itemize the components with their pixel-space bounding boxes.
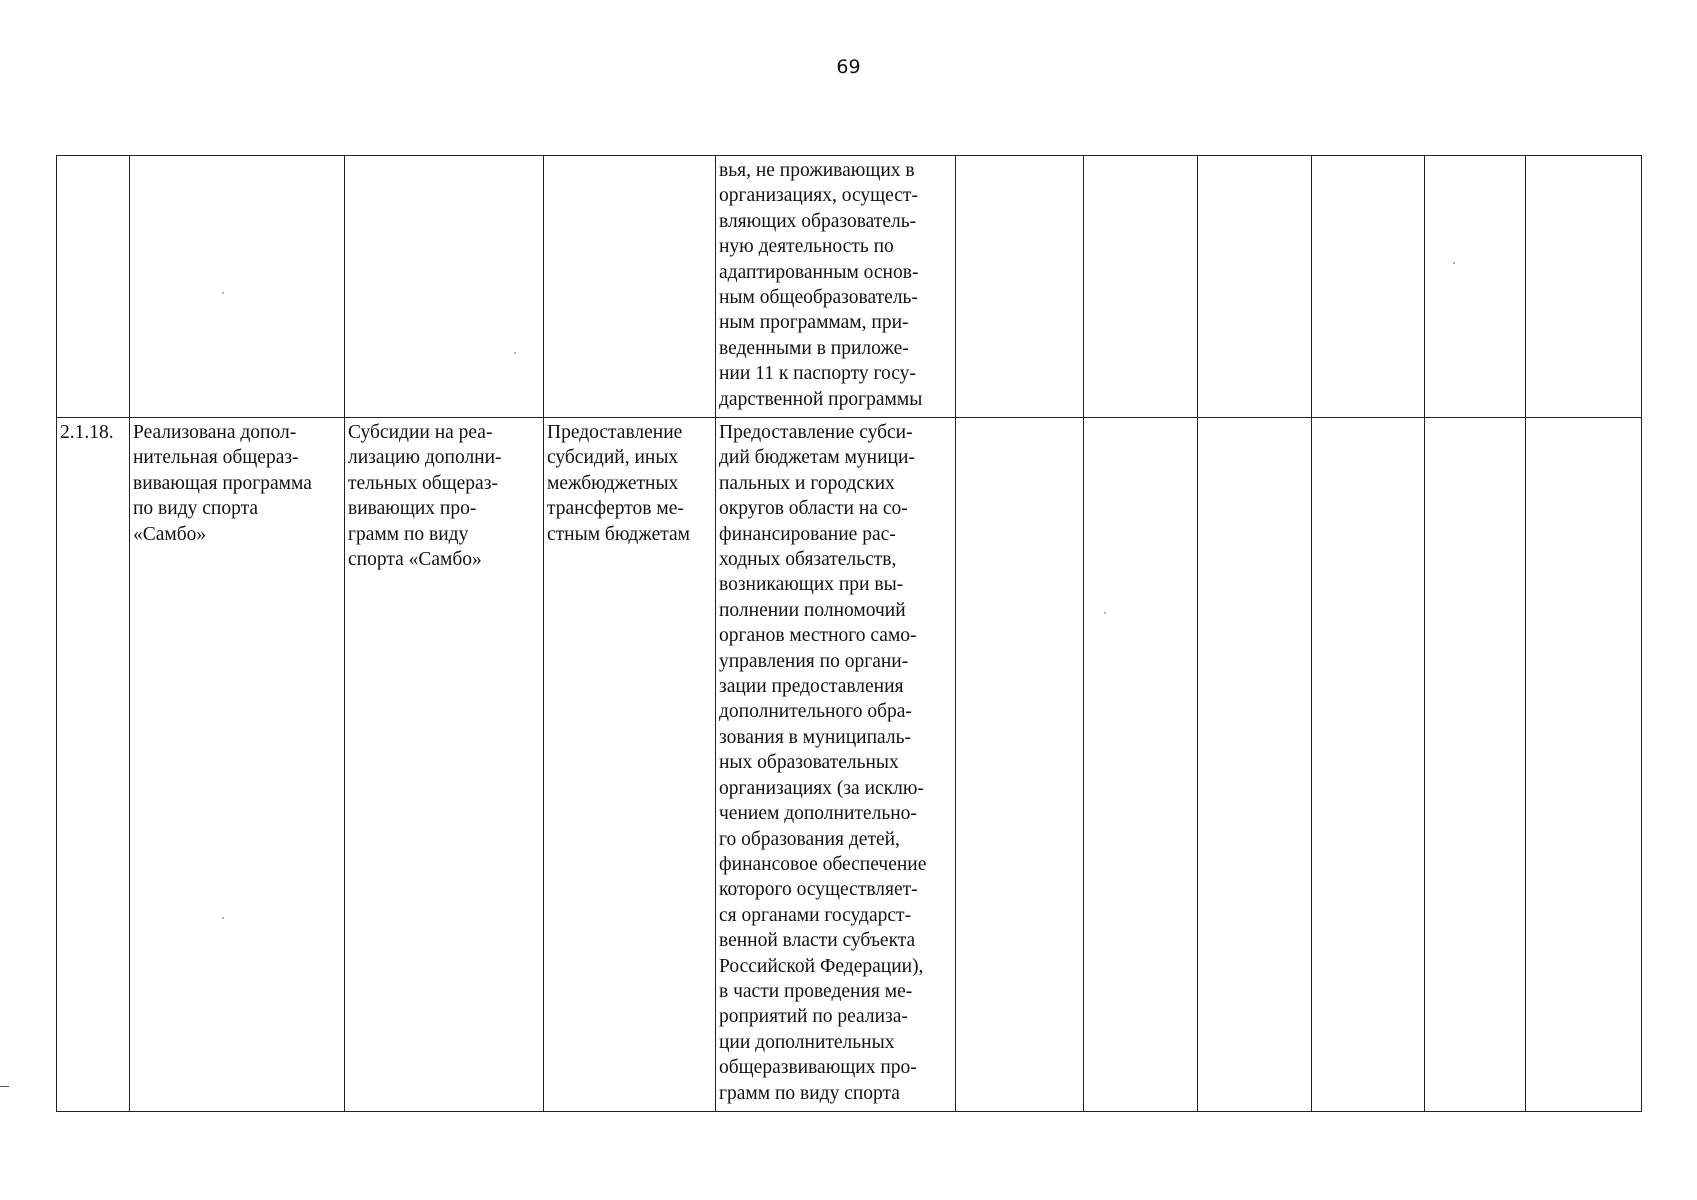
scan-edge-mark [0, 1086, 9, 1087]
table-cell [956, 156, 1084, 418]
table-cell-number [57, 156, 130, 418]
table-cell [956, 418, 1084, 1112]
table-cell [1084, 156, 1198, 418]
table-cell [1425, 418, 1526, 1112]
table-cell-description: Предоставление субси- дий бюджетам муници- пальных и городских округов области на со- финансирование рас- ходных обязательств, возникающих при вы- полнении полномочий органов местного само- управления по органи- зации предоставления дополнительного обра- зования в муниципаль- ных образовательных организациях (за исклю- чением дополнительно- го образования детей, финансовое обеспечение которого осуществляет- ся органами государст- венной власти субъекта Российской Федерации), в части проведения ме- роприятий по реализа- ции дополнительных общеразвивающих про- грамм по виду спорта [716, 418, 956, 1112]
table-cell-description: вья, не проживающих в организациях, осущест- вляющих образователь- ную деятельность по адаптированным основ- ным общеобразователь- ным программам, при- веденными в приложе- нии 11 к паспорту госу- дарственной программы [716, 156, 956, 418]
scan-speck [222, 292, 224, 294]
table-cell-number: 2.1.18. [57, 418, 130, 1112]
table-cell-measure: Субсидии на реа- лизацию дополни- тельных общераз- вивающих про- грамм по виду спорта «Самбо» [345, 418, 544, 1112]
scan-speck [514, 352, 516, 354]
table-cell-measure [345, 156, 544, 418]
program-table [56, 155, 1642, 1112]
scan-speck [222, 917, 224, 919]
table-cell [1526, 156, 1642, 418]
table-cell [1198, 156, 1312, 418]
table-cell-result [130, 156, 345, 418]
page-number: 69 [836, 56, 861, 78]
scan-speck [1453, 262, 1455, 264]
table-cell-type: Предоставление субсидий, иных межбюджетных трансфертов ме- стным бюджетам [544, 418, 716, 1112]
table-cell [1084, 418, 1198, 1112]
table-cell [1312, 418, 1425, 1112]
table-cell [1198, 418, 1312, 1112]
table-cell-result: Реализована допол- нительная общераз- вивающая программа по виду спорта «Самбо» [130, 418, 345, 1112]
table-cell [1425, 156, 1526, 418]
scan-speck [1104, 612, 1106, 614]
table-row [57, 418, 1642, 1112]
table-cell-type [544, 156, 716, 418]
table-cell [1312, 156, 1425, 418]
table-row [57, 156, 1642, 418]
table-cell [1526, 418, 1642, 1112]
